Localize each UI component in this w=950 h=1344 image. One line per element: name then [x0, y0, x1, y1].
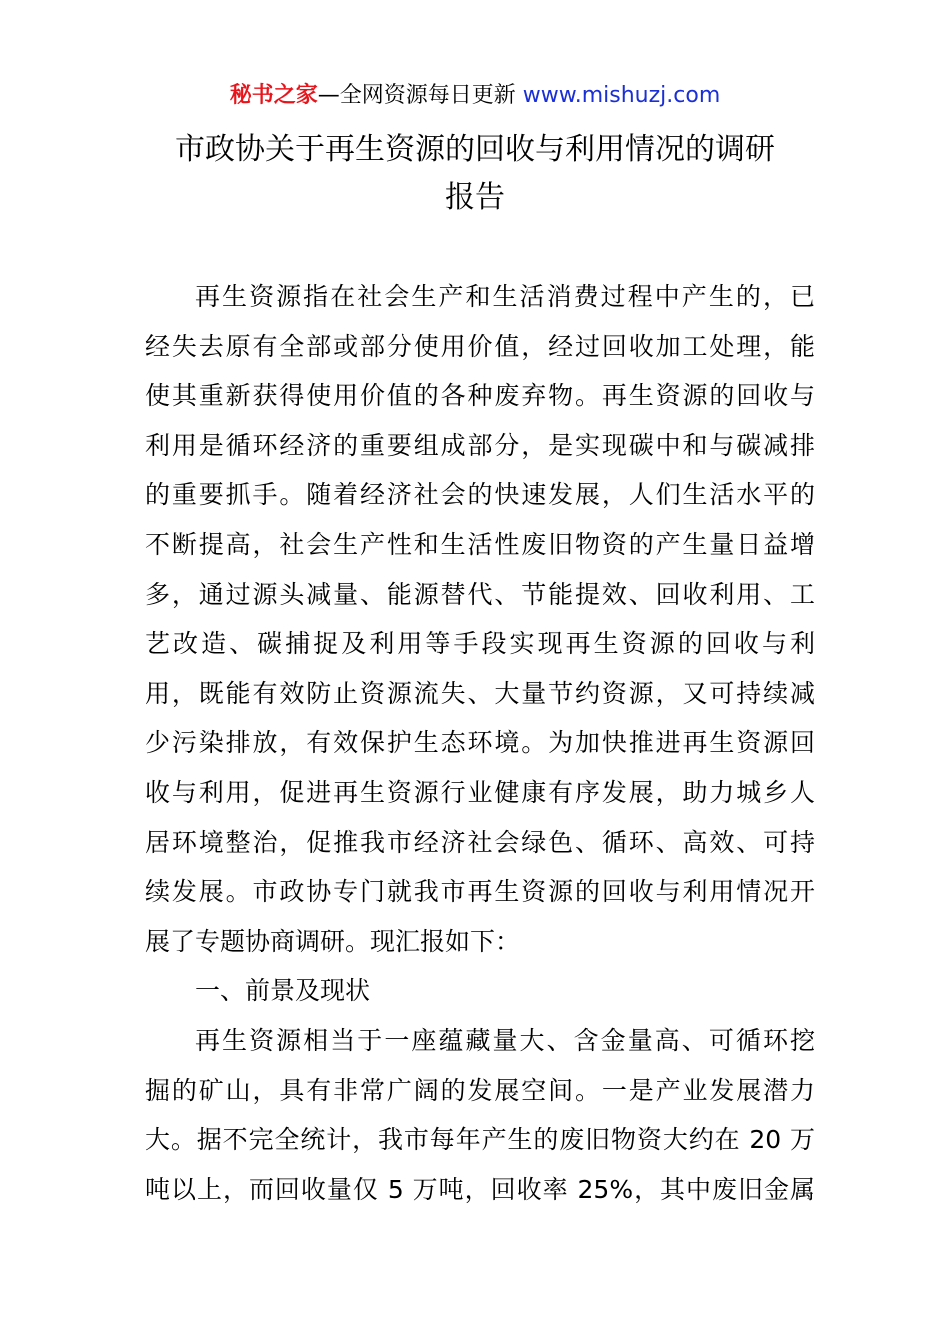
paragraph-line: 用，既能有效防止资源流失、大量节约资源，又可持续减 [145, 678, 815, 708]
title-line-2: 报告 [445, 180, 505, 215]
site-url-link[interactable]: www.mishuzj.com [522, 83, 721, 108]
paragraph-line: 经失去原有全部或部分使用价值，经过回收加工处理，能 [145, 331, 815, 361]
paragraph-line: 居环境整治，促推我市经济社会绿色、循环、高效、可持 [145, 827, 815, 857]
paragraph-line: 再生资源指在社会生产和生活消费过程中产生的，已 [195, 282, 815, 311]
paragraph-line: 吨以上，而回收量仅 5 万吨，回收率 25%，其中废旧金属 [145, 1174, 815, 1204]
paragraph-line: 的重要抓手。随着经济社会的快速发展，人们生活水平的 [145, 480, 815, 510]
title-line-1: 市政协关于再生资源的回收与利用情况的调研 [175, 132, 775, 167]
paragraph-line: 不断提高，社会生产性和生活性废旧物资的产生量日益增 [145, 529, 815, 559]
paragraph-line: 少污染排放，有效保护生态环境。为加快推进再生资源回 [145, 728, 815, 758]
paragraph-line: 大。据不完全统计，我市每年产生的废旧物资大约在 20 万 [145, 1125, 815, 1155]
paragraph-line: 展了专题协商调研。现汇报如下： [145, 926, 521, 956]
paragraph-line: 利用是循环经济的重要组成部分，是实现碳中和与碳减排 [145, 430, 815, 460]
paragraph-line: 再生资源相当于一座蕴藏量大、含金量高、可循环挖 [195, 1025, 815, 1055]
site-tagline: —全网资源每日更新 [317, 83, 523, 108]
paragraph-line: 收与利用，促进再生资源行业健康有序发展，助力城乡人 [145, 777, 815, 807]
site-header [0, 80, 950, 112]
section-heading: 一、前景及现状 [195, 976, 371, 1006]
paragraph-line: 掘的矿山，具有非常广阔的发展空间。一是产业发展潜力 [145, 1075, 815, 1105]
paragraph-line: 续发展。市政协专门就我市再生资源的回收与利用情况开 [145, 877, 815, 907]
body-text [145, 272, 815, 1214]
document-title [140, 126, 810, 222]
paragraph-line: 多，通过源头减量、能源替代、节能提效、回收利用、工 [145, 579, 815, 609]
paragraph-line: 使其重新获得使用价值的各种废弃物。再生资源的回收与 [145, 381, 815, 411]
brand-name: 秘书之家 [229, 83, 318, 108]
paragraph-line: 艺改造、碳捕捉及利用等手段实现再生资源的回收与利 [145, 629, 815, 659]
